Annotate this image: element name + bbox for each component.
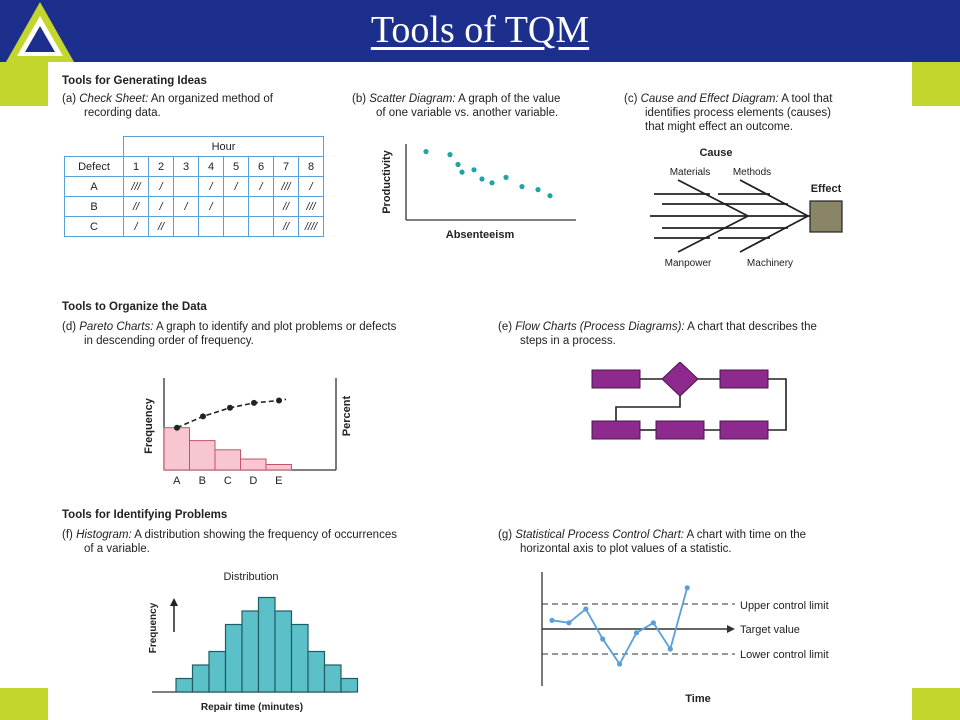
histogram-up-arrow-head-icon <box>170 598 178 606</box>
flowchart-caption-2: steps in a process. <box>520 335 616 347</box>
spc-point <box>651 620 656 625</box>
section-heading-identifying: Tools for Identifying Problems <box>62 509 228 521</box>
flow-step-box <box>656 421 704 439</box>
target-label: Target value <box>740 624 800 636</box>
spc-point <box>634 630 639 635</box>
hour-3: 3 <box>174 157 199 177</box>
histogram-x-label: Repair time (minutes) <box>200 702 304 713</box>
spc-caption-2: horizontal axis to plot values of a statistic. <box>520 543 732 555</box>
lcl-label: Lower control limit <box>740 649 829 661</box>
scatter-point <box>459 170 464 175</box>
check-sheet-caption: (a) Check Sheet: An organized method of <box>62 93 273 105</box>
scatter-point <box>547 193 552 198</box>
pareto-bar <box>241 459 267 470</box>
check-sheet-table <box>64 136 324 237</box>
target-arrow-icon <box>727 625 735 633</box>
spc-point <box>549 618 554 623</box>
flow-step-box <box>720 421 768 439</box>
control-chart <box>530 566 870 708</box>
pareto-category-label: A <box>173 475 181 487</box>
pareto-bar <box>164 428 190 470</box>
hour-2: 2 <box>149 157 174 177</box>
tally-cell <box>249 217 274 237</box>
spc-point <box>600 636 605 641</box>
flow-decision-diamond <box>662 362 698 396</box>
histogram-bar <box>176 679 193 693</box>
scatter-point <box>519 184 524 189</box>
pareto-cumulative-line <box>177 399 286 427</box>
flow-chart <box>586 362 796 448</box>
tally-cell: // <box>274 217 299 237</box>
histogram-bar <box>259 598 276 693</box>
flow-step-box <box>592 421 640 439</box>
defect-label: A <box>65 177 124 197</box>
section-heading-organize: Tools to Organize the Data <box>62 301 207 313</box>
pareto-bar <box>190 441 216 470</box>
flowchart-caption: (e) Flow Charts (Process Diagrams): A chart that describes the <box>498 321 817 333</box>
pareto-cumulative-point <box>227 405 233 411</box>
tally-cell <box>174 217 199 237</box>
tally-cell <box>199 217 224 237</box>
tally-cell: / <box>224 177 249 197</box>
defect-header: Defect <box>65 157 124 177</box>
cause-effect-caption: (c) Cause and Effect Diagram: A tool that <box>624 93 833 105</box>
ucl-label: Upper control limit <box>740 600 829 612</box>
tally-cell: / <box>249 177 274 197</box>
scatter-point <box>471 167 476 172</box>
histogram-bar <box>275 611 292 692</box>
pareto-cumulative-point <box>251 400 257 406</box>
scatter-y-label: Productivity <box>381 150 393 214</box>
tally-cell: // <box>274 197 299 217</box>
hour-5: 5 <box>224 157 249 177</box>
histogram-bar <box>193 665 210 692</box>
flow-step-box <box>592 370 640 388</box>
tally-cell: / <box>199 197 224 217</box>
tally-cell <box>224 217 249 237</box>
histogram-caption: (f) Histogram: A distribution showing the frequency of occurrences <box>62 529 397 541</box>
spc-x-label: Time <box>685 693 711 705</box>
pareto-category-label: E <box>275 475 283 487</box>
accent-bar-right <box>912 62 960 106</box>
table-row <box>65 177 324 197</box>
scatter-point <box>503 175 508 180</box>
accent-bar-bottom-left <box>0 688 48 720</box>
histogram-bar <box>308 652 325 693</box>
pareto-cumulative-point <box>174 425 180 431</box>
tally-cell <box>249 197 274 217</box>
table-row <box>65 197 324 217</box>
pareto-caption: (d) Pareto Charts: A graph to identify and plot problems or defects <box>62 321 397 333</box>
hour-8: 8 <box>299 157 324 177</box>
flow-step-box <box>720 370 768 388</box>
histogram-bar <box>242 611 259 692</box>
scatter-point <box>489 180 494 185</box>
spc-point <box>566 620 571 625</box>
pareto-category-label: C <box>223 475 232 487</box>
scatter-point <box>423 149 428 154</box>
slide-title: Tools of TQM <box>370 9 590 51</box>
accent-bar-left <box>0 62 48 106</box>
hour-4: 4 <box>199 157 224 177</box>
pareto-cumulative-point <box>200 413 206 419</box>
histogram-title: Distribution <box>223 571 279 583</box>
histogram-bar <box>292 625 309 693</box>
spc-point <box>685 585 690 590</box>
histogram-bar <box>325 665 342 692</box>
tally-cell: / <box>149 177 174 197</box>
accent-bar-bottom-right <box>912 688 960 720</box>
cause-effect-caption-2: identifies process elements (causes) <box>645 107 831 119</box>
materials-label: Materials <box>669 167 711 178</box>
tally-cell: / <box>124 217 149 237</box>
section-heading-generating: Tools for Generating Ideas <box>62 75 207 87</box>
effect-label: Effect <box>810 183 842 195</box>
scatter-point <box>447 152 452 157</box>
pareto-y2-label: Percent <box>341 395 353 437</box>
pareto-category-label: B <box>198 475 206 487</box>
tally-cell: / <box>149 197 174 217</box>
histogram-bar <box>209 652 226 693</box>
table-row <box>65 217 324 237</box>
tally-cell: // <box>124 197 149 217</box>
scatter-point <box>479 176 484 181</box>
hour-header: Hour <box>124 137 324 157</box>
pareto-y-label: Frequency <box>143 398 155 454</box>
hour-6: 6 <box>249 157 274 177</box>
machinery-label: Machinery <box>746 258 794 269</box>
histogram-bar <box>341 679 358 693</box>
histogram-y-label: Frequency <box>148 602 159 654</box>
effect-box <box>810 201 842 232</box>
fishbone-lines <box>650 180 810 252</box>
tally-cell: //// <box>299 217 324 237</box>
defect-label: C <box>65 217 124 237</box>
scatter-point <box>455 162 460 167</box>
histogram-caption-2: of a variable. <box>84 543 150 555</box>
pareto-chart <box>140 370 370 490</box>
pareto-category-label: D <box>249 475 258 487</box>
pareto-caption-2: in descending order of frequency. <box>84 335 254 347</box>
tally-cell: /// <box>274 177 299 197</box>
manpower-label: Manpower <box>664 258 712 269</box>
tally-cell <box>224 197 249 217</box>
hour-1: 1 <box>124 157 149 177</box>
cause-label: Cause <box>699 147 733 159</box>
tally-cell: /// <box>299 197 324 217</box>
tally-cell: /// <box>124 177 149 197</box>
defect-label: B <box>65 197 124 217</box>
scatter-x-label: Absenteeism <box>445 229 515 241</box>
spc-point <box>583 606 588 611</box>
pareto-cumulative-point <box>276 398 282 404</box>
tally-cell: / <box>199 177 224 197</box>
check-sheet-caption-2: recording data. <box>84 107 161 119</box>
scatter-caption: (b) Scatter Diagram: A graph of the value <box>352 93 561 105</box>
spc-point <box>617 661 622 666</box>
cause-effect-caption-3: that might effect an outcome. <box>645 121 794 133</box>
tally-cell <box>174 177 199 197</box>
pareto-bar <box>266 465 292 471</box>
scatter-diagram <box>370 136 590 244</box>
spc-point <box>668 646 673 651</box>
tally-cell: // <box>149 217 174 237</box>
pareto-bar <box>215 450 241 470</box>
spc-caption: (g) Statistical Process Control Chart: A chart with time on the <box>498 529 807 541</box>
histogram <box>140 566 360 716</box>
fishbone-diagram <box>640 140 860 274</box>
spc-series-line <box>552 588 687 664</box>
scatter-point <box>535 187 540 192</box>
hour-7: 7 <box>274 157 299 177</box>
scatter-caption-2: of one variable vs. another variable. <box>376 107 559 119</box>
tally-cell: / <box>174 197 199 217</box>
histogram-bar <box>226 625 243 693</box>
methods-label: Methods <box>732 167 772 178</box>
tally-cell: / <box>299 177 324 197</box>
